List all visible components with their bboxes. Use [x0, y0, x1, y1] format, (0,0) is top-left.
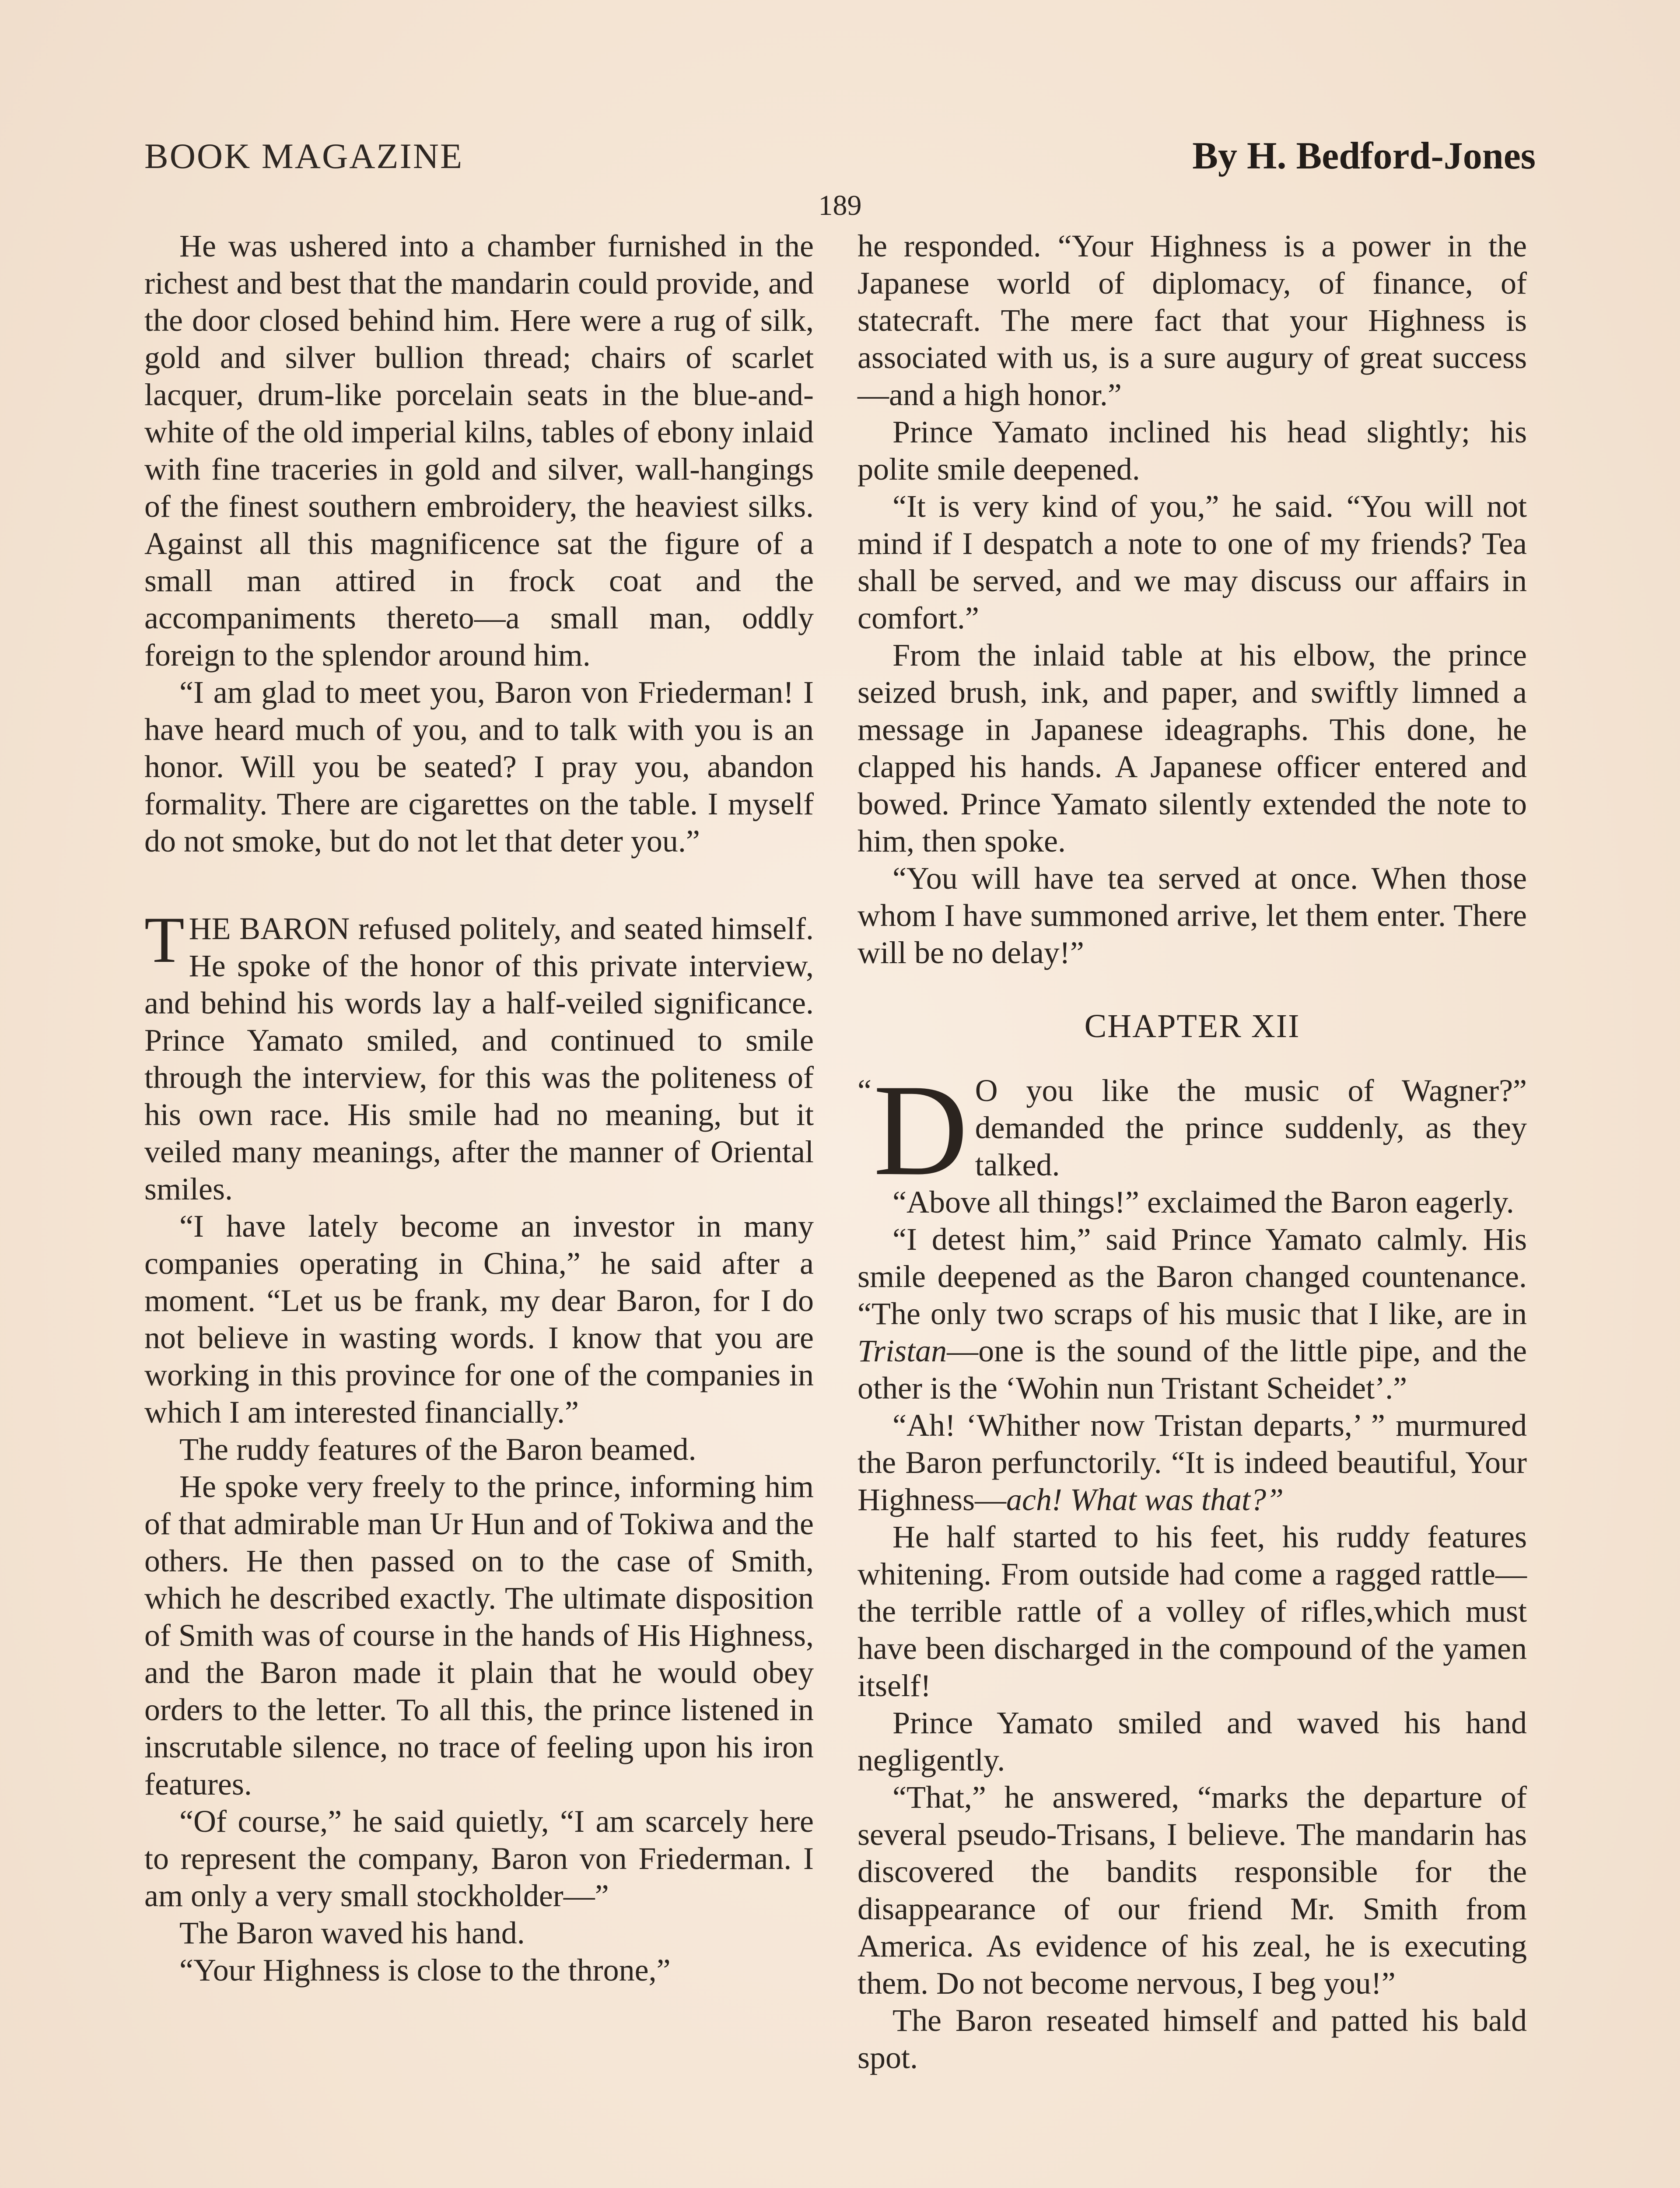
paragraph: Prince Yamato inclined his head slightly; his polite smile deepened.	[858, 414, 1527, 487]
paragraph: The ruddy features of the Baron beamed.	[179, 1432, 696, 1467]
chapter-heading: CHAPTER XII	[1084, 1008, 1300, 1045]
dropcap-paragraph	[144, 904, 814, 1208]
page-header	[144, 131, 1536, 179]
paragraph	[858, 1407, 1527, 1518]
paragraph-text: “I detest him,” said Prince Yamato calmly. His smile deepened as the Baron changed countenance. “The only two scraps of his music that I like, are in	[858, 1222, 1527, 1331]
page-number: 189	[818, 189, 862, 221]
paragraph: The Baron reseated himself and patted his bald spot.	[858, 2003, 1527, 2075]
paragraph-text: “Ah! ‘Whither now Tristan departs,’ ” murmured the Baron perfunctorily. “It is indeed beautiful, Your Highness—	[858, 1408, 1527, 1517]
paragraph: “Your Highness is close to the throne,”	[179, 1953, 671, 1988]
right-column	[858, 228, 1527, 2076]
paragraph: “That,” he answered, “marks the departure of several pseudo-Trisans, I believe. The mandarin has discovered the bandits responsible for the disappearance of our friend Mr. Smith from America. As evidence of his zeal, he is executing them. Do not become nervous, I beg you!”	[858, 1780, 1527, 2001]
paragraph: The Baron waved his hand.	[179, 1915, 525, 1950]
paragraph-text: O you like the music of Wagner?” demanded the prince suddenly, as they talked.	[975, 1073, 1527, 1182]
paragraph: “It is very kind of you,” he said. “You will not mind if I despatch a note to one of my friends? Tea shall be served, and we may discuss our affairs in comfort.”	[858, 489, 1527, 635]
magazine-title: BOOK MAGAZINE	[144, 136, 464, 176]
author-byline: By H. Bedford-Jones	[1192, 135, 1536, 177]
paragraph: Prince Yamato smiled and waved his hand negligently.	[858, 1705, 1527, 1778]
italic-text: Tristan	[858, 1333, 947, 1368]
paragraph: He half started to his feet, his ruddy features whitening. From outside had come a ragged rattle—the terrible rattle of a volley of rifles,which must have been discharged in the compound of the yamen itself!	[858, 1519, 1527, 1703]
paragraph-text: HE BARON refused politely, and seated himself. He spoke of the honor of this private interview, and behind his words lay a half-veiled significance. Prince Yamato smiled, and continued to smile through the interview, for this was the politeness of his own race. His smile had no meaning, but it veiled many meanings, after the manner of Oriental smiles.	[144, 911, 814, 1206]
paragraph-text: —one is the sound of the little pipe, and the other is the ‘Wohin nun Tristant Scheidet’.”	[858, 1333, 1527, 1406]
left-column	[144, 228, 814, 1989]
drop-cap: T	[144, 904, 185, 976]
italic-text: ach! What was that?”	[1006, 1482, 1284, 1517]
paragraph: He was ushered into a chamber furnished in the richest and best that the mandarin could provide, and the door closed behind him. Here were a rug of silk, gold and silver bullion thread; chairs of scarlet lacquer, drum-like porcelain seats in the blue-and-white of the old imperial kilns, tables of ebony inlaid with fine traceries in gold and silver, wall-hangings of the finest southern embroidery, the heaviest silks. Against all this magnificence sat the figure of a small man attired in frock coat and the accompaniments thereto—a small man, oddly foreign to the splendor around him.	[144, 228, 814, 673]
paragraph: From the inlaid table at his elbow, the prince seized brush, ink, and paper, and swiftly limned a message in Japanese ideagraphs. This done, he clapped his hands. A Japanese officer entered and bowed. Prince Yamato silently extended the note to him, then spoke.	[858, 638, 1527, 859]
paragraph: “I am glad to meet you, Baron von Friederman! I have heard much of you, and to talk with you is an honor. Will you be seated? I pray you, abandon formality. There are cigarettes on the table. I myself do not smoke, but do not let that deter you.”	[144, 675, 814, 859]
paragraph: “You will have tea served at once. When those whom I have summoned arrive, let them enter. There will be no delay!”	[858, 861, 1527, 970]
paragraph: he responded. “Your Highness is a power in the Japanese world of diplomacy, of finance, of statecraft. The mere fact that your Highness is associated with us, is a sure augury of great success—and a high honor.”	[858, 228, 1527, 412]
paragraph: He spoke very freely to the prince, informing him of that admirable man Ur Hun and of Tokiwa and the others. He then passed on to the case of Smith, which he described exactly. The ultimate disposition of Smith was of course in the hands of His Highness, and the Baron made it plain that he would obey orders to the letter. To all this, the prince listened in inscrutable silence, no trace of feeling upon his iron features.	[144, 1469, 814, 1802]
paragraph: “Above all things!” exclaimed the Baron eagerly.	[892, 1185, 1514, 1220]
paragraph: “Of course,” he said quietly, “I am scarcely here to represent the company, Baron von Friederman. I am only a very small stockholder—”	[144, 1804, 814, 1913]
drop-cap: D	[873, 1057, 968, 1203]
opening-quote: “	[858, 1073, 872, 1108]
paragraph: “I have lately become an investor in many companies operating in China,” he said after a moment. “Let us be frank, my dear Baron, for I do not believe in wasting words. I know that you are working in this province for one of the companies in which I am interested financially.”	[144, 1209, 814, 1430]
paragraph	[858, 1221, 1527, 1407]
